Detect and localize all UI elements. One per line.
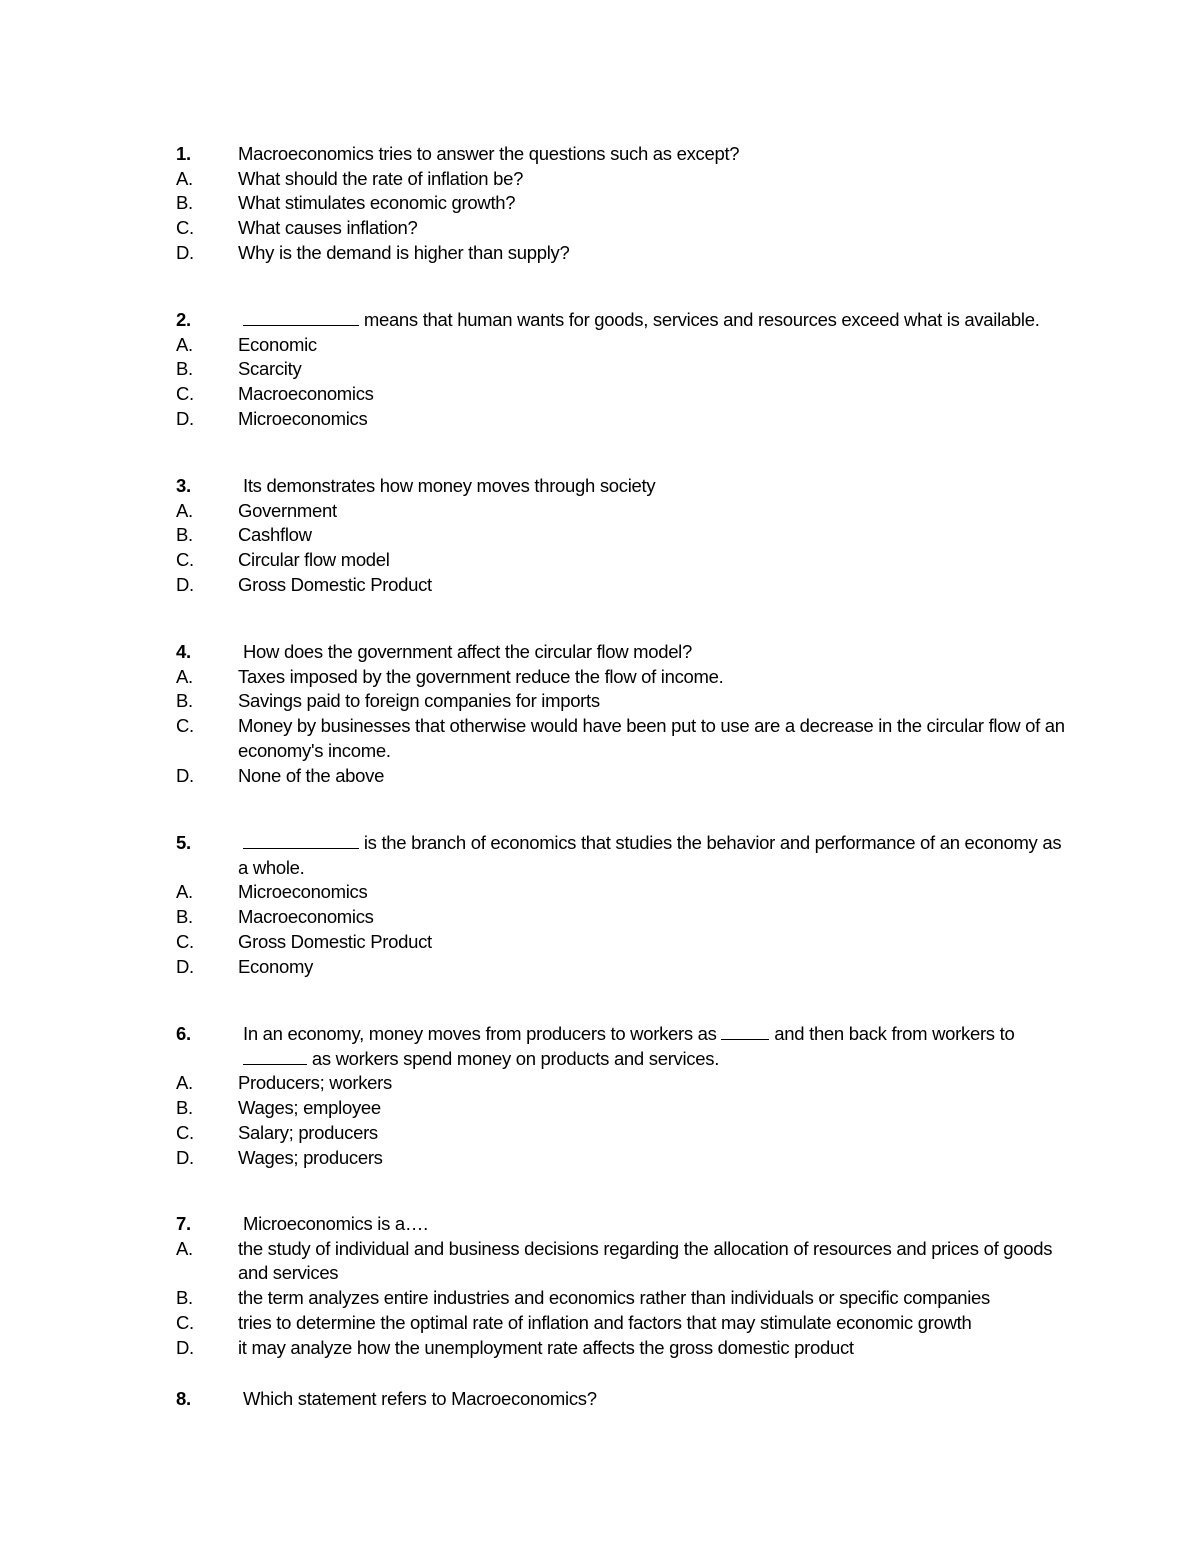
option-c — [176, 714, 1066, 763]
option-text: What causes inflation? — [238, 217, 418, 239]
option-text: Circular flow model — [238, 549, 390, 571]
option-letter: D. — [176, 573, 194, 595]
option-text: Economic — [238, 333, 317, 355]
option-a — [176, 167, 1066, 192]
option-text: tries to determine the optimal rate of inflation and factors that may stimulate economic growth — [238, 1311, 972, 1333]
option-d — [176, 764, 1066, 789]
option-text: None of the above — [238, 764, 385, 786]
option-letter: D. — [176, 764, 194, 786]
option-letter: A. — [176, 333, 193, 355]
option-b — [176, 905, 1066, 930]
option-text: Macroeconomics — [238, 383, 374, 405]
question-4 — [176, 640, 1066, 788]
question-stem: Macroeconomics tries to answer the questions such as except? — [238, 143, 740, 164]
option-text: Microeconomics — [238, 407, 368, 429]
option-text: Scarcity — [238, 358, 302, 380]
option-letter: C. — [176, 383, 194, 405]
question-stem-row — [176, 1387, 1066, 1412]
option-d — [176, 1336, 1066, 1361]
question-number: 1. — [176, 143, 191, 164]
option-text: Economy — [238, 955, 314, 977]
option-b — [176, 191, 1066, 216]
question-number: 2. — [176, 309, 191, 330]
option-letter: B. — [176, 1287, 193, 1309]
option-letter: C. — [176, 930, 194, 952]
answer-blank — [243, 833, 359, 849]
question-5 — [176, 831, 1066, 979]
option-b — [176, 523, 1066, 548]
question-stem-row — [176, 308, 1066, 333]
option-d — [176, 407, 1066, 432]
option-letter: A. — [176, 1237, 193, 1259]
answer-blank-2 — [243, 1049, 307, 1065]
option-letter: B. — [176, 690, 193, 712]
option-letter: A. — [176, 499, 193, 521]
question-1 — [176, 142, 1066, 266]
option-c — [176, 930, 1066, 955]
answer-blank — [243, 310, 359, 326]
option-letter: C. — [176, 549, 194, 571]
question-stem: Its demonstrates how money moves through society — [243, 475, 656, 496]
question-2 — [176, 308, 1066, 432]
option-d — [176, 241, 1066, 266]
option-letter: D. — [176, 1336, 194, 1358]
option-a — [176, 665, 1066, 690]
option-d — [176, 1146, 1066, 1171]
option-text: Wages; employee — [238, 1097, 381, 1119]
option-letter: B. — [176, 906, 193, 928]
option-letter: B. — [176, 524, 193, 546]
question-stem-row — [176, 474, 1066, 499]
question-stem-row — [176, 1212, 1066, 1237]
option-letter: B. — [176, 1097, 193, 1119]
option-text: Cashflow — [238, 524, 312, 546]
option-text: Salary; producers — [238, 1121, 378, 1143]
question-stem-row — [176, 1022, 1066, 1071]
option-text: Why is the demand is higher than supply? — [238, 241, 570, 263]
question-6 — [176, 1022, 1066, 1170]
option-c — [176, 1311, 1066, 1336]
question-number: 7. — [176, 1213, 191, 1234]
option-letter: C. — [176, 1311, 194, 1333]
question-stem — [238, 831, 1066, 880]
option-text: Taxes imposed by the government reduce the flow of income. — [238, 665, 724, 687]
option-letter: D. — [176, 241, 194, 263]
answer-blank-1 — [721, 1024, 769, 1040]
option-text: Government — [238, 499, 337, 521]
option-letter: A. — [176, 167, 193, 189]
question-number: 6. — [176, 1023, 191, 1044]
question-stem-row — [176, 142, 1066, 167]
option-text: Gross Domestic Product — [238, 573, 432, 595]
question-number: 8. — [176, 1388, 191, 1409]
question-stem-text: means that human wants for goods, services and resources exceed what is available. — [359, 309, 1040, 330]
question-stem-part1: In an economy, money moves from producers to workers as — [243, 1023, 722, 1044]
question-number: 4. — [176, 641, 191, 662]
question-number: 3. — [176, 475, 191, 496]
question-stem-part3: as workers spend money on products and services. — [307, 1047, 720, 1069]
option-letter: D. — [176, 407, 194, 429]
question-8 — [176, 1387, 1066, 1412]
option-c — [176, 548, 1066, 573]
option-text: Money by businesses that otherwise would have been put to use are a decrease in the circular flow of an economy's income. — [238, 715, 1065, 761]
question-stem-text: is the branch of economics that studies the behavior and performance of an economy as a whole. — [238, 832, 1062, 878]
option-text: Microeconomics — [238, 881, 368, 903]
option-text: What should the rate of inflation be? — [238, 167, 524, 189]
question-stem: Which statement refers to Macroeconomics? — [243, 1388, 597, 1409]
option-text: the study of individual and business decisions regarding the allocation of resources and prices of goods and services — [238, 1237, 1053, 1284]
option-b — [176, 357, 1066, 382]
question-stem: Microeconomics is a…. — [243, 1213, 428, 1234]
option-b — [176, 1096, 1066, 1121]
question-stem — [238, 1022, 1066, 1071]
option-letter: B. — [176, 192, 193, 214]
question-3 — [176, 474, 1066, 598]
option-text: Wages; producers — [238, 1146, 383, 1168]
option-letter: C. — [176, 715, 194, 737]
option-b — [176, 689, 1066, 714]
option-text: Macroeconomics — [238, 906, 374, 928]
option-d — [176, 573, 1066, 598]
question-stem — [238, 308, 1066, 333]
option-a — [176, 333, 1066, 358]
question-stem: How does the government affect the circular flow model? — [243, 641, 692, 662]
option-letter: C. — [176, 1121, 194, 1143]
option-letter: B. — [176, 358, 193, 380]
question-7 — [176, 1212, 1066, 1360]
option-text: Producers; workers — [238, 1072, 392, 1094]
question-stem-part2: and then back from workers to — [769, 1023, 1015, 1044]
question-number: 5. — [176, 832, 191, 853]
option-letter: A. — [176, 881, 193, 903]
option-d — [176, 955, 1066, 980]
option-text: it may analyze how the unemployment rate affects the gross domestic product — [238, 1336, 854, 1358]
option-c — [176, 382, 1066, 407]
option-a — [176, 880, 1066, 905]
option-letter: D. — [176, 955, 194, 977]
option-text: the term analyzes entire industries and economics rather than individuals or specific companies — [238, 1287, 990, 1309]
option-letter: D. — [176, 1146, 194, 1168]
option-a — [176, 1237, 1066, 1286]
option-a — [176, 499, 1066, 524]
option-letter: A. — [176, 665, 193, 687]
option-letter: C. — [176, 217, 194, 239]
option-text: Gross Domestic Product — [238, 930, 432, 952]
question-stem-row — [176, 640, 1066, 665]
option-text: What stimulates economic growth? — [238, 192, 516, 214]
option-c — [176, 216, 1066, 241]
option-a — [176, 1071, 1066, 1096]
question-stem-row — [176, 831, 1066, 880]
option-b — [176, 1286, 1066, 1311]
option-text: Savings paid to foreign companies for imports — [238, 690, 600, 712]
option-c — [176, 1121, 1066, 1146]
option-letter: A. — [176, 1072, 193, 1094]
